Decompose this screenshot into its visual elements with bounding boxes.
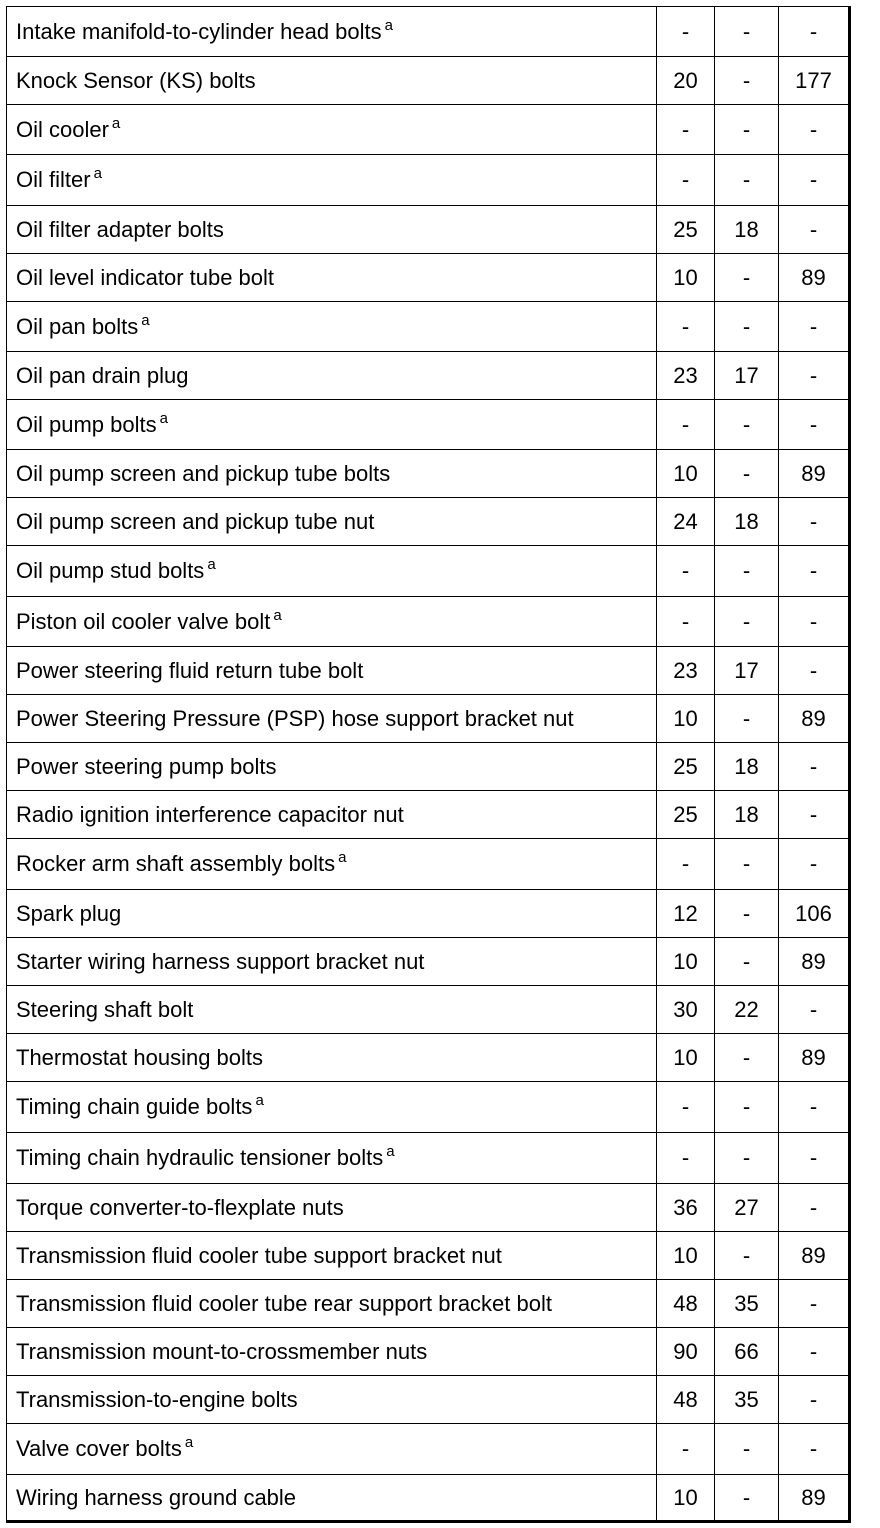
metric-value-cell: -	[657, 1082, 715, 1133]
lbft-value-cell: -	[715, 7, 779, 57]
component-name: Oil cooler	[16, 116, 109, 142]
component-name: Starter wiring harness support bracket nut	[16, 948, 425, 974]
metric-value-cell: 25	[657, 791, 715, 839]
lbft-value-cell: 66	[715, 1328, 779, 1376]
metric-value-cell: -	[657, 400, 715, 450]
lbft-value-cell: -	[715, 1034, 779, 1082]
component-cell	[7, 498, 657, 546]
metric-value-cell: 23	[657, 352, 715, 400]
table-row	[7, 791, 850, 839]
component-cell	[7, 695, 657, 743]
lbft-value-cell: 18	[715, 498, 779, 546]
lbft-value-cell: 17	[715, 647, 779, 695]
footnote-marker: a	[141, 311, 150, 329]
metric-value-cell: 10	[657, 1475, 715, 1522]
lbft-value-cell: -	[715, 155, 779, 206]
component-cell	[7, 791, 657, 839]
component-cell	[7, 839, 657, 890]
metric-value-cell: 25	[657, 206, 715, 254]
component-cell	[7, 890, 657, 938]
component-cell	[7, 105, 657, 155]
lbft-value-cell: -	[715, 890, 779, 938]
table-row	[7, 546, 850, 597]
component-name: Oil pump stud bolts	[16, 558, 205, 583]
torque-spec-table	[6, 6, 851, 1523]
lbin-value-cell: 89	[779, 1232, 850, 1280]
component-cell	[7, 206, 657, 254]
component-name: Power steering pump bolts	[16, 753, 277, 779]
component-name: Oil level indicator tube bolt	[16, 264, 275, 290]
metric-value-cell: -	[657, 597, 715, 647]
lbft-value-cell: -	[715, 1475, 779, 1522]
table-row	[7, 302, 850, 352]
component-name: Radio ignition interference capacitor nut	[16, 801, 404, 827]
metric-value-cell: -	[657, 1133, 715, 1184]
lbft-value-cell: -	[715, 254, 779, 302]
lbft-value-cell: -	[715, 1082, 779, 1133]
table-row	[7, 695, 850, 743]
metric-value-cell: 30	[657, 986, 715, 1034]
lbin-value-cell: -	[779, 1082, 850, 1133]
lbft-value-cell: -	[715, 57, 779, 105]
lbin-value-cell: 89	[779, 450, 850, 498]
lbft-value-cell: -	[715, 938, 779, 986]
lbin-value-cell: -	[779, 743, 850, 791]
component-cell	[7, 743, 657, 791]
metric-value-cell: 48	[657, 1376, 715, 1424]
component-name: Intake manifold-to-cylinder head bolts	[16, 18, 382, 44]
component-cell	[7, 986, 657, 1034]
lbft-value-cell: -	[715, 450, 779, 498]
lbft-value-cell: -	[715, 1232, 779, 1280]
lbft-value-cell: 35	[715, 1280, 779, 1328]
table-row	[7, 1280, 850, 1328]
metric-value-cell: 48	[657, 1280, 715, 1328]
lbin-value-cell: 89	[779, 254, 850, 302]
lbin-value-cell: 89	[779, 1475, 850, 1522]
component-cell	[7, 1424, 657, 1475]
component-cell	[7, 1376, 657, 1424]
lbin-value-cell: -	[779, 400, 850, 450]
table-row	[7, 647, 850, 695]
lbin-value-cell: 177	[779, 57, 850, 105]
table-row	[7, 254, 850, 302]
table-row	[7, 1082, 850, 1133]
metric-value-cell: 90	[657, 1328, 715, 1376]
component-name: Torque converter-to-flexplate nuts	[16, 1194, 344, 1220]
metric-value-cell: 10	[657, 1034, 715, 1082]
lbin-value-cell: -	[779, 498, 850, 546]
footnote-marker: a	[184, 1434, 194, 1451]
lbft-value-cell: 18	[715, 743, 779, 791]
footnote-marker: a	[111, 114, 121, 132]
lbin-value-cell: -	[779, 1280, 850, 1328]
metric-value-cell: 12	[657, 890, 715, 938]
component-cell	[7, 254, 657, 302]
footnote-marker: a	[338, 849, 347, 866]
metric-value-cell: 25	[657, 743, 715, 791]
table-row	[7, 1424, 850, 1475]
lbft-value-cell: -	[715, 1133, 779, 1184]
component-name: Oil filter adapter bolts	[16, 216, 224, 242]
component-name: Power steering fluid return tube bolt	[16, 657, 364, 683]
lbft-value-cell: 18	[715, 206, 779, 254]
table-row	[7, 57, 850, 105]
lbft-value-cell: -	[715, 105, 779, 155]
metric-value-cell: -	[657, 1424, 715, 1475]
table-row	[7, 890, 850, 938]
component-cell	[7, 400, 657, 450]
lbin-value-cell: -	[779, 155, 850, 206]
lbft-value-cell: 22	[715, 986, 779, 1034]
metric-value-cell: -	[657, 155, 715, 206]
metric-value-cell: 10	[657, 695, 715, 743]
component-name: Oil pump screen and pickup tube nut	[16, 508, 375, 534]
lbin-value-cell: -	[779, 791, 850, 839]
component-name: Power Steering Pressure (PSP) hose support bracket nut	[16, 705, 574, 731]
lbft-value-cell: -	[715, 302, 779, 352]
table-row	[7, 105, 850, 155]
lbft-value-cell: -	[715, 597, 779, 647]
lbin-value-cell: -	[779, 206, 850, 254]
lbft-value-cell: 35	[715, 1376, 779, 1424]
footnote-marker: a	[386, 1143, 395, 1160]
torque-spec-table-body	[7, 7, 850, 1522]
lbin-value-cell: -	[779, 1424, 850, 1475]
lbin-value-cell: -	[779, 1328, 850, 1376]
metric-value-cell: 10	[657, 450, 715, 498]
lbin-value-cell: 89	[779, 1034, 850, 1082]
component-cell	[7, 1475, 657, 1522]
lbft-value-cell: 27	[715, 1184, 779, 1232]
component-cell	[7, 1034, 657, 1082]
metric-value-cell: -	[657, 839, 715, 890]
component-name: Valve cover bolts	[16, 1436, 182, 1461]
lbin-value-cell: -	[779, 352, 850, 400]
footnote-marker: a	[273, 606, 282, 624]
lbin-value-cell: -	[779, 1133, 850, 1184]
lbft-value-cell: 17	[715, 352, 779, 400]
lbin-value-cell: -	[779, 597, 850, 647]
component-cell	[7, 302, 657, 352]
footnote-marker: a	[93, 165, 102, 182]
table-row	[7, 743, 850, 791]
footnote-marker: a	[384, 16, 393, 34]
lbin-value-cell: -	[779, 546, 850, 597]
table-row	[7, 450, 850, 498]
lbin-value-cell: -	[779, 1184, 850, 1232]
lbin-value-cell: -	[779, 647, 850, 695]
table-row	[7, 839, 850, 890]
component-name: Thermostat housing bolts	[16, 1044, 264, 1070]
lbin-value-cell: -	[779, 1376, 850, 1424]
component-name: Wiring harness ground cable	[16, 1484, 297, 1510]
component-name: Oil pan bolts	[16, 313, 139, 339]
component-name: Transmission fluid cooler tube rear support bracket bolt	[16, 1290, 552, 1316]
metric-value-cell: 23	[657, 647, 715, 695]
table-row	[7, 7, 850, 57]
metric-value-cell: 10	[657, 938, 715, 986]
table-row	[7, 938, 850, 986]
component-name: Timing chain guide bolts	[16, 1094, 253, 1119]
lbin-value-cell: -	[779, 839, 850, 890]
metric-value-cell: 24	[657, 498, 715, 546]
component-name: Timing chain hydraulic tensioner bolts	[16, 1145, 384, 1170]
table-row	[7, 1184, 850, 1232]
component-name: Knock Sensor (KS) bolts	[16, 67, 256, 93]
component-cell	[7, 352, 657, 400]
table-row	[7, 400, 850, 450]
table-row	[7, 352, 850, 400]
component-cell	[7, 1280, 657, 1328]
table-row	[7, 1328, 850, 1376]
lbin-value-cell: 89	[779, 938, 850, 986]
table-row	[7, 1034, 850, 1082]
component-cell	[7, 450, 657, 498]
torque-spec-sheet	[6, 6, 849, 1523]
component-name: Transmission-to-engine bolts	[16, 1386, 298, 1412]
table-row	[7, 1376, 850, 1424]
component-cell	[7, 7, 657, 57]
footnote-marker: a	[159, 409, 168, 427]
component-name: Oil filter	[16, 167, 91, 192]
metric-value-cell: 10	[657, 254, 715, 302]
lbft-value-cell: -	[715, 546, 779, 597]
lbin-value-cell: 106	[779, 890, 850, 938]
component-name: Steering shaft bolt	[16, 996, 194, 1022]
lbft-value-cell: -	[715, 695, 779, 743]
component-cell	[7, 1082, 657, 1133]
metric-value-cell: -	[657, 105, 715, 155]
table-row	[7, 1133, 850, 1184]
footnote-marker: a	[255, 1092, 264, 1109]
lbft-value-cell: -	[715, 1424, 779, 1475]
table-row	[7, 986, 850, 1034]
table-row	[7, 1232, 850, 1280]
component-cell	[7, 938, 657, 986]
component-name: Spark plug	[16, 900, 122, 926]
component-cell	[7, 155, 657, 206]
lbin-value-cell: -	[779, 986, 850, 1034]
lbft-value-cell: -	[715, 839, 779, 890]
metric-value-cell: -	[657, 7, 715, 57]
table-row	[7, 206, 850, 254]
lbin-value-cell: -	[779, 302, 850, 352]
lbin-value-cell: -	[779, 105, 850, 155]
metric-value-cell: 20	[657, 57, 715, 105]
component-name: Transmission mount-to-crossmember nuts	[16, 1338, 428, 1364]
lbft-value-cell: 18	[715, 791, 779, 839]
component-name: Piston oil cooler valve bolt	[16, 608, 271, 634]
table-row	[7, 498, 850, 546]
lbin-value-cell: 89	[779, 695, 850, 743]
component-cell	[7, 1328, 657, 1376]
component-name: Rocker arm shaft assembly bolts	[16, 851, 336, 876]
metric-value-cell: 36	[657, 1184, 715, 1232]
footnote-marker: a	[207, 556, 216, 573]
metric-value-cell: -	[657, 302, 715, 352]
component-name: Oil pump screen and pickup tube bolts	[16, 460, 391, 486]
table-row	[7, 1475, 850, 1522]
table-row	[7, 155, 850, 206]
lbin-value-cell: -	[779, 7, 850, 57]
component-cell	[7, 546, 657, 597]
component-name: Oil pump bolts	[16, 411, 157, 437]
component-name: Transmission fluid cooler tube support bracket nut	[16, 1242, 502, 1268]
component-cell	[7, 647, 657, 695]
component-cell	[7, 1184, 657, 1232]
component-cell	[7, 1133, 657, 1184]
component-cell	[7, 57, 657, 105]
component-name: Oil pan drain plug	[16, 362, 189, 388]
metric-value-cell: -	[657, 546, 715, 597]
component-cell	[7, 1232, 657, 1280]
table-row	[7, 597, 850, 647]
metric-value-cell: 10	[657, 1232, 715, 1280]
component-cell	[7, 597, 657, 647]
lbft-value-cell: -	[715, 400, 779, 450]
